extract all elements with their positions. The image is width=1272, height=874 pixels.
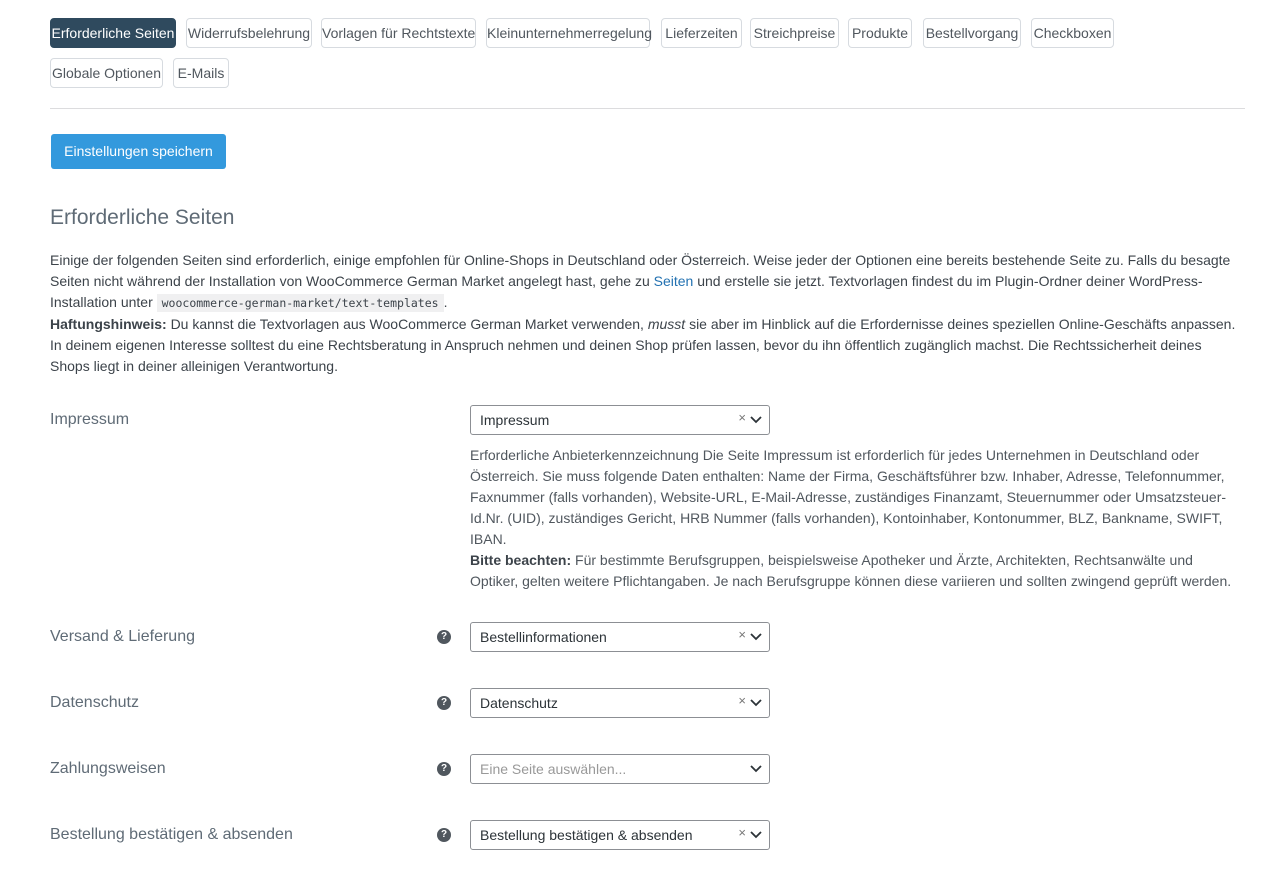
clear-x-icon[interactable]: × — [738, 627, 746, 642]
bestellung-bestaetigen-select[interactable] — [470, 820, 770, 850]
field-label-zahlungsweisen: Zahlungsweisen — [50, 760, 166, 777]
tab-checkboxen[interactable]: Checkboxen — [1031, 18, 1114, 48]
tabs-divider — [50, 108, 1245, 109]
versand-lieferung-select[interactable] — [470, 622, 770, 652]
datenschutz-select[interactable] — [470, 688, 770, 718]
pages-link[interactable]: Seiten — [653, 273, 694, 289]
tab-widerrufsbelehrung[interactable]: Widerrufsbelehrung — [186, 18, 312, 48]
datenschutz-select-value: Datenschutz — [480, 695, 558, 711]
tab-lieferzeiten[interactable]: Lieferzeiten — [661, 18, 742, 48]
chevron-down-icon — [750, 830, 762, 840]
zahlungsweisen-select[interactable] — [470, 754, 770, 784]
question-circle-icon[interactable]: ? — [437, 696, 451, 710]
question-circle-icon[interactable]: ? — [437, 828, 451, 842]
tab-bestellvorgang[interactable]: Bestellvorgang — [923, 18, 1021, 48]
versand-lieferung-select-value: Bestellinformationen — [480, 629, 607, 645]
question-circle-icon[interactable]: ? — [437, 630, 451, 644]
zahlungsweisen-select-placeholder: Eine Seite auswählen... — [480, 761, 627, 777]
bestellung-bestaetigen-select-value: Bestellung bestätigen & absenden — [480, 827, 693, 843]
field-label-datenschutz: Datenschutz — [50, 694, 139, 711]
field-label-bestellung-bestaetigen: Bestellung bestätigen & absenden — [50, 826, 293, 843]
impressum-select[interactable] — [470, 405, 770, 435]
tab-vorlagen-rechtstexte[interactable]: Vorlagen für Rechtstexte — [321, 18, 476, 48]
chevron-down-icon — [750, 632, 762, 642]
clear-x-icon[interactable]: × — [738, 825, 746, 840]
tab-erforderliche-seiten[interactable]: Erforderliche Seiten — [50, 18, 176, 48]
note-label: Bitte beachten: — [470, 552, 572, 568]
template-path-code: woocommerce-german-market/text-templates — [157, 294, 444, 312]
chevron-down-icon — [750, 698, 762, 708]
question-circle-icon[interactable]: ? — [437, 762, 451, 776]
field-label-impressum: Impressum — [50, 411, 130, 428]
clear-x-icon[interactable]: × — [738, 693, 746, 708]
tab-globale-optionen[interactable]: Globale Optionen — [50, 58, 163, 88]
disclaimer-label: Haftungshinweis: — [50, 316, 167, 332]
clear-x-icon[interactable]: × — [738, 410, 746, 425]
save-settings-button[interactable]: Einstellungen speichern — [51, 134, 226, 169]
tab-produkte[interactable]: Produkte — [848, 18, 912, 48]
tab-kleinunternehmerregelung[interactable]: Kleinunternehmerregelung — [486, 18, 650, 48]
chevron-down-icon — [750, 764, 762, 774]
tab-e-mails[interactable]: E-Mails — [173, 58, 229, 88]
tab-streichpreise[interactable]: Streichpreise — [750, 18, 839, 48]
field-label-versand-lieferung: Versand & Lieferung — [50, 628, 195, 645]
impressum-description: Erforderliche Anbieterkennzeichnung Die Seite Impressum ist erforderlich für jedes Unternehmen in Deutschland oder Österreich. Sie muss folgende Daten enthalten: Name der Firma, Geschäftsführer bzw. Inhaber, Adresse, Telefonnummer, Faxnummer (falls vorhanden), Website-URL, E-Mail-Adresse, zuständiges Finanzamt, Steuernummer oder Umsatzsteuer-Id.Nr. (UID), zuständiges Gericht, HRB Nummer (falls vorhanden), Kontoinhaber, Kontonummer, BLZ, Bankname, SWIFT, IBAN. Bitte beachten: Für bestimmte Berufsgruppen, beispielsweise Apotheker und Ärzte, Architekten, Rechtsanwälte und Optiker, gelten weitere Pflichtangaben. Je nach Berufsgruppe können diese variieren und sollten zwingend geprüft werden. — [470, 447, 1232, 589]
section-title: Erforderliche Seiten — [50, 206, 235, 229]
chevron-down-icon — [750, 415, 762, 425]
impressum-select-value: Impressum — [480, 412, 550, 428]
intro-text: Einige der folgenden Seiten sind erforderlich, einige empfohlen für Online-Shops in Deutschland oder Österreich. Weise jeder der Optionen eine bereits bestehende Seite zu. Falls du besagte Seiten nicht während der Installation von WooCommerce German Market angelegt hast, gehe zu Seiten und erstelle sie jetzt. Textvorlagen findest du im Plugin-Ordner deiner WordPress-Installation unter woocommerce-german-market/text-templates . Haftungshinweis: Du kannst die Textvorlagen aus WooCommerce German Market verwenden, musst sie aber im Hinblick auf die Erfordernisse deines speziellen Online-Geschäfts anpassen. In deinem eigenen Interesse solltest du eine Rechtsberatung in Anspruch nehmen und deinen Shop prüfen lassen, bevor du ihn öffentlich zugänglich machst. Die Rechtssicherheit deines Shops liegt in deiner alleinigen Verantwortung. — [50, 252, 1236, 374]
